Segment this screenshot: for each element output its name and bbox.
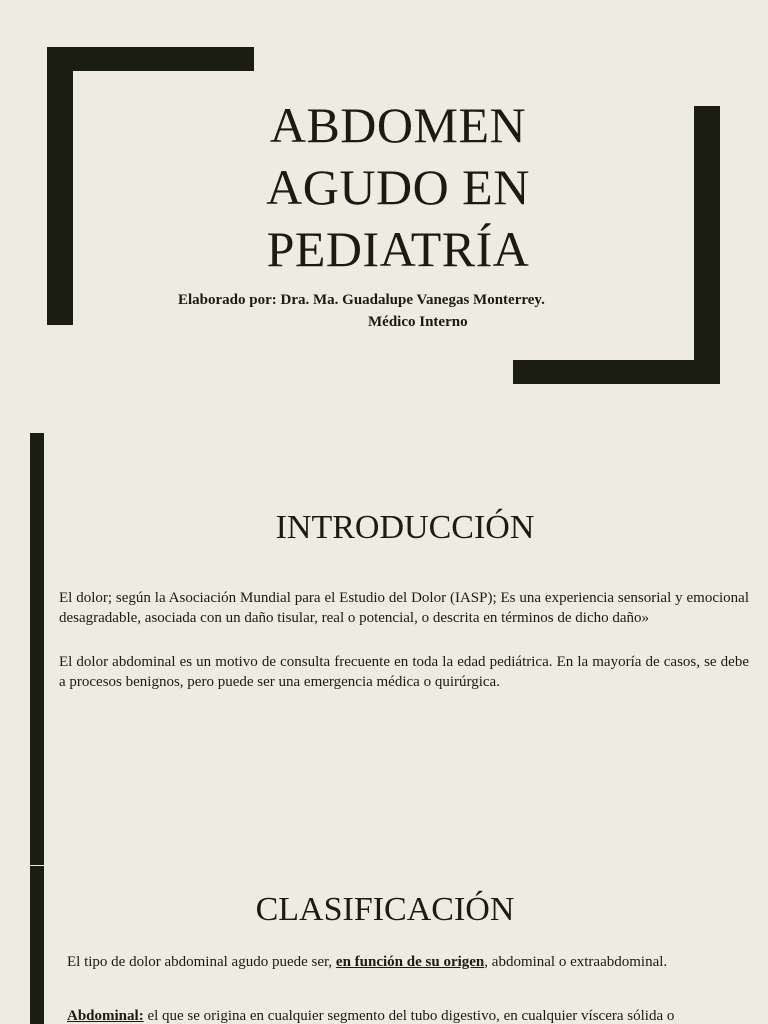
abdominal-text: el que se origina en cualquier segmento del tubo digestivo, en cualquier víscera sólida o — [143, 1008, 675, 1024]
classification-sentence-end: , abdominal o extraabdominal. — [484, 954, 668, 970]
classification-heading: CLASIFICACIÓN — [255, 891, 515, 928]
classification-emphasis: en función de su origen — [335, 954, 485, 970]
slide-title-line-1: ABDOMEN — [269, 97, 527, 153]
frame-bar-bottom-right-vertical — [694, 106, 720, 384]
title-slide — [0, 0, 768, 432]
frame-bar-top-left-vertical — [47, 47, 73, 325]
abdominal-label: Abdominal: — [67, 1008, 144, 1024]
slide-accent-bar — [30, 866, 44, 1024]
abdominal-definition — [67, 1006, 747, 1024]
author-role: Médico Interno — [368, 314, 468, 330]
slide-title-line-2: AGUDO EN — [266, 159, 530, 215]
classification-sentence-start: El tipo de dolor abdominal agudo puede ser, — [67, 954, 336, 970]
author-byline — [178, 289, 638, 333]
slide-accent-bar — [30, 433, 44, 865]
author-line: Elaborado por: Dra. Ma. Guadalupe Vanegas Monterrey. — [178, 292, 545, 308]
classification-slide — [0, 866, 768, 1024]
frame-bar-top-left-horizontal — [47, 47, 254, 71]
frame-bar-bottom-right-horizontal — [513, 360, 720, 384]
introduction-paragraph-2: El dolor abdominal es un motivo de consulta frecuente en toda la edad pediátrica. En la mayoría de casos, se debe a procesos benignos, pero puede ser una emergencia médica o quirúrgica. — [59, 654, 749, 690]
introduction-paragraph-1: El dolor; según la Asociación Mundial para el Estudio del Dolor (IASP); Es una experiencia sensorial y emocional desagradable, asociada con un daño tisular, real o potencial, o descrita en términos de dicho daño» — [59, 590, 749, 626]
slide-title-line-3: PEDIATRÍA — [266, 221, 530, 277]
introduction-heading: INTRODUCCIÓN — [275, 509, 535, 546]
slide-title — [200, 94, 596, 280]
classification-sentence — [67, 952, 747, 972]
introduction-slide — [0, 432, 768, 864]
